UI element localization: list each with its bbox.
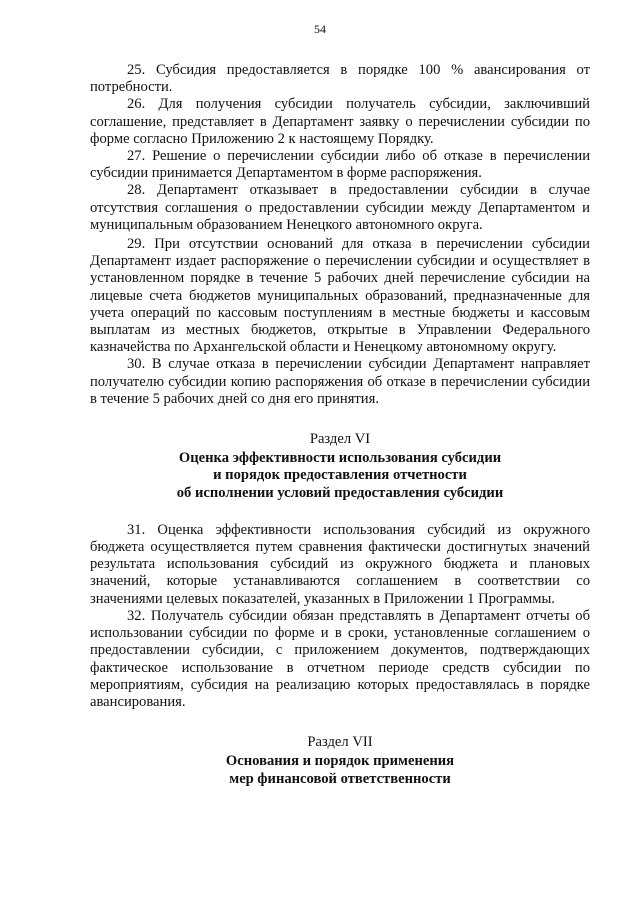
page-number: 54 xyxy=(314,22,326,36)
paragraph-30: 30. В случае отказа в перечислении субсидии Департамент направляет получателю субсидии копию распоряжения об отказе в перечислении субсидии в течение 5 рабочих дней со дня его принятия. xyxy=(90,356,590,407)
section-vi-heading-line: и порядок предоставления отчетности xyxy=(213,467,467,484)
paragraph-31: 31. Оценка эффективности использования субсидий из окружного бюджета осуществляется путем сравнения фактически достигнутых значений результата использования субсидий из окружного бюджета и плановых значений, которые устанавливаются соглашением в соответствии со значениями целевых показателей, указанных в Приложении 1 Программы. xyxy=(90,521,590,607)
section-vii-label: Раздел VII xyxy=(307,734,373,751)
section-vii-heading-line: мер финансовой ответственности xyxy=(229,770,451,787)
section-vii xyxy=(90,734,590,788)
section-vii-heading-line: Основания и порядок применения xyxy=(225,753,455,770)
section-vi-label: Раздел VI xyxy=(309,431,371,448)
section-vi xyxy=(90,431,590,502)
section-vi-heading-line: об исполнении условий предоставления субсидии xyxy=(176,484,504,501)
paragraph-26: 26. Для получения субсидии получатель субсидии, заключивший соглашение, представляет в Департамент заявку о перечислении субсидии по форме согласно Приложению 2 к настоящему Порядку. xyxy=(90,96,590,147)
paragraph-29: 29. При отсутствии оснований для отказа в перечислении субсидии Департамент издает распоряжение о перечислении субсидии и осуществляет в установленном порядке в течение 5 рабочих дней перечисление субсидии на лицевые счета бюджетов муниципальных образований, предназначенные для учета операций по кассовым поступлениям в местные бюджеты и кассовым выплатам из местных бюджетов, открытые в Управлении Федерального казначейства по Архангельской области и Ненецкому автономному округу. xyxy=(90,236,590,356)
section-vi-heading-line: Оценка эффективности использования субсидии xyxy=(178,450,502,467)
paragraph-28: 28. Департамент отказывает в предоставлении субсидии в случае отсутствия соглашения о предоставлении субсидии между Департаментом и муниципальным образованием Ненецкого автономного округа. xyxy=(90,182,590,233)
paragraph-32: 32. Получатель субсидии обязан представлять в Департамент отчеты об использовании субсидии по форме и в сроки, установленные соглашением о предоставлении субсидии, с приложением документов, подтверждающих фактическое использование в отчетном периоде средств субсидии по мероприятиям, субсидия на реализацию которых предоставлялась в порядке авансирования. xyxy=(90,607,590,710)
document-body xyxy=(90,62,590,788)
paragraph-25: 25. Субсидия предоставляется в порядке 100 % авансирования от потребности. xyxy=(90,62,590,96)
paragraph-27: 27. Решение о перечислении субсидии либо об отказе в перечислении субсидии принимается Департаментом в форме распоряжения. xyxy=(90,148,590,182)
